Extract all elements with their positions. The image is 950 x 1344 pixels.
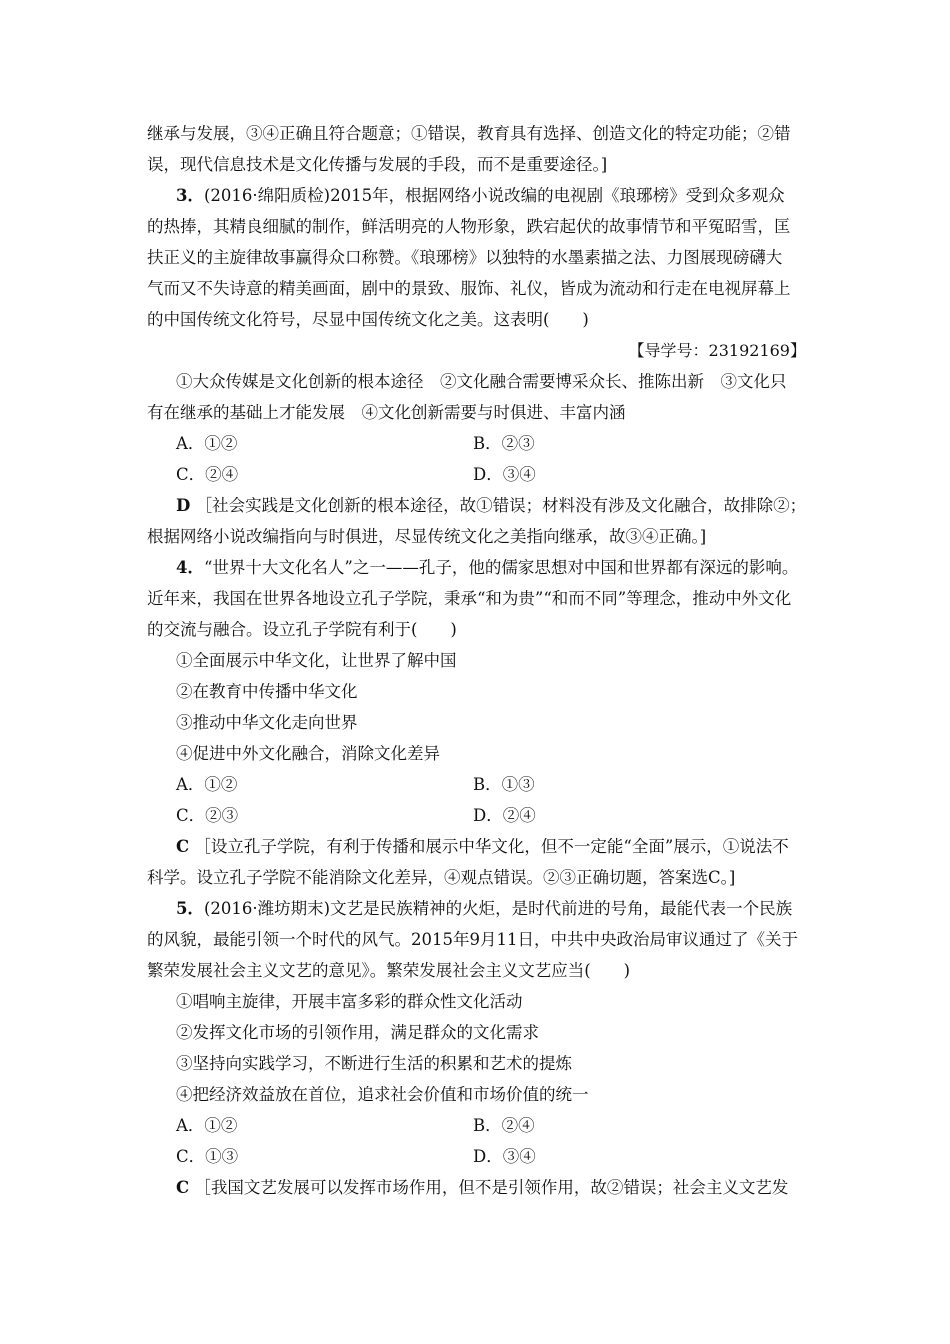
question-stem-line: [176, 186, 785, 206]
statement-line: ①唱响主旋律，开展丰富多彩的群众性文化活动: [176, 992, 523, 1011]
explanation-text: ［设立孔子学院，有利于传播和展示中华文化，但不一定能“全面”展示，①说法不: [194, 837, 789, 856]
statement-line: ②发挥文化市场的引领作用，满足群众的文化需求: [176, 1023, 539, 1042]
option-a: A．①②: [176, 775, 238, 794]
question-stem-line: 气而又不失诗意的精美画面，剧中的景致、服饰、礼仪，皆成为流动和行走在电视屏幕上: [147, 279, 791, 298]
explanation-text: ［我国文艺发展可以发挥市场作用，但不是引领作用，故②错误；社会主义文艺发: [194, 1178, 789, 1197]
option-a: A．①②: [176, 434, 238, 453]
question-stem-line: 繁荣发展社会主义文艺的意见》。繁荣发展社会主义文艺应当( ): [147, 961, 631, 980]
option-d: D．②④: [473, 806, 536, 825]
question-stem-line: [176, 558, 798, 578]
answer-explanation-line: [176, 1178, 788, 1198]
question-stem-line: 的风貌，最能引领一个时代的风气。2015年9月11日，中共中央政治局审议通过了《关于: [147, 930, 798, 949]
question-number: 5．: [176, 899, 204, 918]
answer-explanation-line: [176, 837, 789, 857]
explanation-text: ［社会实践是文化创新的根本途径，故①错误；材料没有涉及文化融合，故排除②；: [195, 496, 807, 515]
statement-line: ④促进中外文化融合，消除文化差异: [176, 744, 440, 763]
statement-line: 有在继承的基础上才能发展 ④文化创新需要与时俱进、丰富内涵: [147, 403, 626, 422]
answer-letter: D: [176, 496, 191, 515]
text-line: 误，现代信息技术是文化传播与发展的手段，而不是重要途径。]: [147, 155, 608, 174]
statement-line: ①全面展示中华文化，让世界了解中国: [176, 651, 457, 670]
answer-letter: C: [176, 837, 190, 856]
option-c: C．②④: [176, 465, 239, 484]
question-stem-text: “世界十大文化名人”之一——孔子，他的儒家思想对中国和世界都有深远的影响。: [203, 558, 799, 577]
guide-number: 【导学号：23192169】: [628, 341, 806, 360]
option-c: C．②③: [176, 806, 239, 825]
option-c: C．①③: [176, 1147, 239, 1166]
question-number: 3．: [176, 186, 204, 205]
option-a: A．①②: [176, 1116, 238, 1135]
answer-letter: C: [176, 1178, 190, 1197]
question-stem-line: 近年来，我国在世界各地设立孔子学院，秉承“和为贵”“和而不同”等理念，推动中外文化: [147, 589, 792, 608]
statement-line: ②在教育中传播中华文化: [176, 682, 358, 701]
question-number: 4．: [176, 558, 204, 577]
option-d: D．③④: [473, 1147, 536, 1166]
option-b: B．②④: [473, 1116, 535, 1135]
question-stem-line: 的热捧，其精良细腻的制作，鲜活明亮的人物形象，跌宕起伏的故事情节和平冤昭雪，匡: [147, 217, 791, 236]
answer-explanation-line: [176, 496, 806, 516]
question-stem-line: [176, 899, 792, 919]
question-stem-text: (2016·绵阳质检)2015年，根据网络小说改编的电视剧《琅琊榜》受到众多观众: [203, 186, 785, 205]
statement-line: ①大众传媒是文化创新的根本途径 ②文化融合需要博采众长、推陈出新 ③文化只: [176, 372, 787, 391]
question-stem-line: 的交流与融合。设立孔子学院有利于( ): [147, 620, 457, 639]
statement-line: ④把经济效益放在首位，追求社会价值和市场价值的统一: [176, 1085, 589, 1104]
question-stem-line: 扶正义的主旋律故事赢得众口称赞。《琅琊榜》以独特的水墨素描之法、力图展现磅礴大: [147, 248, 783, 267]
text-line: 继承与发展，③④正确且符合题意；①错误，教育具有选择、创造文化的特定功能；②错: [147, 124, 791, 143]
statement-line: ③推动中华文化走向世界: [176, 713, 358, 732]
answer-explanation-line: 根据网络小说改编指向与时俱进，尽显传统文化之美指向继承，故③④正确。]: [147, 527, 707, 546]
option-d: D．③④: [473, 465, 536, 484]
statement-line: ③坚持向实践学习，不断进行生活的积累和艺术的提炼: [176, 1054, 572, 1073]
answer-explanation-line: 科学。设立孔子学院不能消除文化差异，④观点错误。②③正确切题，答案选C。]: [147, 868, 736, 887]
question-stem-line: 的中国传统文化符号，尽显中国传统文化之美。这表明( ): [147, 310, 589, 329]
option-b: B．①③: [473, 775, 535, 794]
option-b: B．②③: [473, 434, 535, 453]
question-stem-text: (2016·潍坊期末)文艺是民族精神的火炬，是时代前进的号角，最能代表一个民族: [203, 899, 793, 918]
